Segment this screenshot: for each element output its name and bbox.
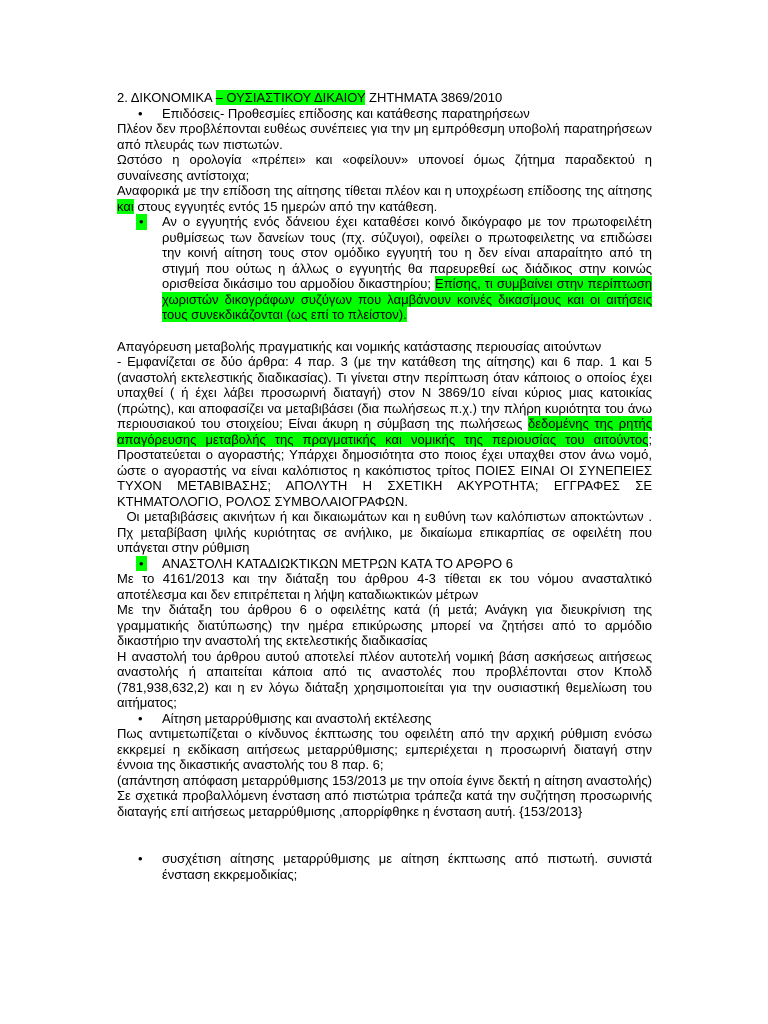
paragraph: [117, 183, 652, 214]
bullet-service-deadlines: [117, 106, 652, 122]
title-prefix: 2. ΔΙΚΟΝΟΜΙΚΑ: [117, 90, 216, 105]
bullet-guarantor-question: [117, 214, 652, 323]
bullet-icon: •: [138, 710, 143, 726]
bullet-text: ΑΝΑΣΤΟΛΗ ΚΑΤΑΔΙΩΚΤΙΚΩΝ ΜΕΤΡΩΝ ΚΑΤΑ ΤΟ ΑΡΘΡΟ 6: [162, 555, 513, 571]
bullet-icon: •: [136, 214, 147, 230]
paragraph: Με το 4161/2013 και την διάταξη του άρθρου 4-3 τίθεται εκ του νόμου ανασταλτικό αποτέλεσμα και δεν επιτρέπεται η λήψη καταδιωκτικών μέτρων: [117, 571, 652, 602]
paragraph: Οι μεταβιβάσεις ακινήτων ή και δικαιωμάτων και η ευθύνη των καλόπιστων αποκτώντων . Πχ μεταβίβαση ψιλής κυριότητας σε ανήλικο, με δικαίωμα επικαρπίας σε οφειλέτη που υπάγεται στην ρύθμιση: [117, 509, 656, 555]
bullet-text: Επιδόσεις- Προθεσμίες επίδοσης και κατάθεσης παρατηρήσεων: [162, 105, 530, 121]
bullet-correlation: [117, 851, 652, 882]
text-run: - Εμφανίζεται σε δύο άρθρα: 4 παρ. 3 (με την κατάθεση της αίτησης) και 6 παρ. 1 και 5 (αναστολή εκτελεστικής διαδικασίας). Τι γίνεται στην περίπτωση όταν κάποιος ο οποίος έχει υπαχθεί ( ή έχει λάβει προσωρινή διαταγή) στον Ν 3869/10 είναι κύριος μιας κατοικίας (πρώτης), και αποφασίζει να μεταβιβάσει (δια πωλήσεως π.χ.) την πλήρη κυριότητα του άνω περιουσιακού του στοιχείου; Είναι άκυρη η σύμβαση της πωλήσεως: [117, 354, 652, 431]
paragraph: (απάντηση απόφαση μεταρρύθμισης 153/2013 με την οποία έγινε δεκτή η αίτηση αναστολής) Σε σχετικά προβαλλόμενη ένσταση από πιστώτρια τράπεζα κατά την συζήτηση προσωρινής διαταγής επί αιτήσεως μεταρρύθμισης ,απορρίφθηκε η ένσταση αυτή. {153/2013}: [117, 772, 652, 819]
title-suffix: ΖΗΤΗΜΑΤΑ 3869/2010: [365, 90, 503, 105]
text-run: Αναφορικά με την επίδοση της αίτησης τίθεται πλέον και η υποχρέωση επίδοσης της αίτησης: [117, 183, 652, 198]
text-run: στους εγγυητές εντός 15 ημερών από την κατάθεση.: [133, 198, 438, 214]
text-run: ; Προστατεύεται ο αγοραστής; Υπάρχει δημοσιότητα στο ποιος έχει υπαχθει στον άνω νομό, ώστε ο αγοραστής να είναι καλόπιστος η κακόπιστος τρίτος ΠΟΙΕΣ ΕΙΝΑΙ ΟΙ ΣΥΝΕΠΕΙΕΣ ΤΥΧΟΝ ΜΕΤΑΒΙΒΑΣΗΣ; ΑΠΟΛΥΤΗ Η ΣΧΕΤΙΚΗ ΑΚΥΡΟΤΗΤΑ; ΕΓΓΡΑΦΕΣ ΣΕ ΚΤΗΜΑΤΟΛΟΓΙΟ, ΡΟΛΟΣ ΣΥΜΒΟΛΑΙΟΓΡΑΦΩΝ.: [117, 431, 652, 509]
bullet-suspension-measures: [117, 556, 652, 572]
section-heading: Απαγόρευση μεταβολής πραγματικής και νομικής κατάστασης περιουσίας αιτούντων: [117, 338, 602, 354]
paragraph: Με την διάταξη του άρθρου 6 ο οφειλέτης κατά (ή μετά; Ανάγκη για διευκρίνιση της γραμματικής διατύπωσης) την ημέρα επικύρωσης μπορεί να ζητήσει από το αρμόδιο δικαστήριο την αναστολή της εκτελεστικής διαδικασίας: [117, 602, 652, 648]
title-highlight: – ΟΥΣΙΑΣΤΙΚΟΥ ΔΙΚΑΙΟΥ: [215, 90, 366, 105]
highlight-run: και: [117, 198, 134, 214]
paragraph: Η αναστολή του άρθρου αυτού αποτελεί πλέον αυτοτελή νομική βάση ασκήσεως αιτήσεως αναστολής ή απαιτείται κάποια από τις αναστολές που προβλέπονται στον Κπολδ (781,938,632,2) και η εν λόγω διάταξη χρησιμοποιείται για την ουσιαστική θεμελίωση του αιτήματος;: [117, 648, 652, 710]
paragraph: Ωστόσο η ορολογία «πρέπει» και «οφείλουν» υπονοεί όμως ζήτημα παραδεκτού η συναίνεσης αντίστοιχα;: [117, 152, 652, 183]
document-body: [117, 90, 656, 882]
bullet-icon: •: [138, 105, 143, 121]
highlight-run: δεδομένης της ρητής απαγόρευσης μεταβολής της πραγματικής και νομικής της περιουσίας του αιτούντος: [117, 416, 653, 447]
bullet-icon: •: [136, 556, 147, 572]
bullet-text: Αν ο εγγυητής ενός δάνειου έχει καταθέσει κοινό δικόγραφο με τον πρωτοφειλέτη ρυθμίσεως των δανείων τους (πχ. σύζυγοι), οφείλει ο πρωτοφειλετης να επιδώσει την κοινή αίτηση τους στον ομόδικο εγγυητή του η δεν είναι απαραίτητο από τη στιγμή που ούτως η άλλως ο εγγυητής θα παρευρεθεί ως διάδικος στην κοινώς ορισθείσα δικάσιμο του αρμοδίου δικαστηρίου;: [162, 214, 652, 291]
bullet-text: Αίτηση μεταρρύθμισης και αναστολή εκτέλεσης: [162, 710, 432, 726]
bullet-reform-application: [117, 711, 652, 727]
section-title: [117, 90, 652, 106]
bullet-icon: •: [138, 851, 143, 866]
highlight-run: Επίσης, τι συμβαίνει στην περίπτωση χωριστών δικογράφων συζύγων που λαμβάνουν κοινές δικασίμους και οι αιτήσεις τους συνεκδικάζονται (ως επί το πλείστον).: [162, 276, 653, 322]
paragraph: Πως αντιμετωπίζεται ο κίνδυνος έκπτωσης του οφειλέτη από την αρχική ρύθμιση ενόσω εκκρεμεί η εκδίκαση αιτήσεως μεταρρύθμισης; εμπεριέχεται η προσωρινή διαταγή στην έννοια της δικαστικής αναστολής του 8 παρ. 6;: [117, 726, 652, 772]
paragraph: Πλέον δεν προβλέπονται ευθέως συνέπειες για την μη εμπρόθεσμη υποβολή παρατηρήσεων από πλευράς των πιστωτών.: [117, 121, 652, 152]
paragraph: [117, 354, 652, 509]
bullet-text: συσχέτιση αίτησης μεταρρύθμισης με αίτηση έκπτωσης από πιστωτή. συνιστά ένσταση εκκρεμοδικίας;: [162, 851, 652, 882]
